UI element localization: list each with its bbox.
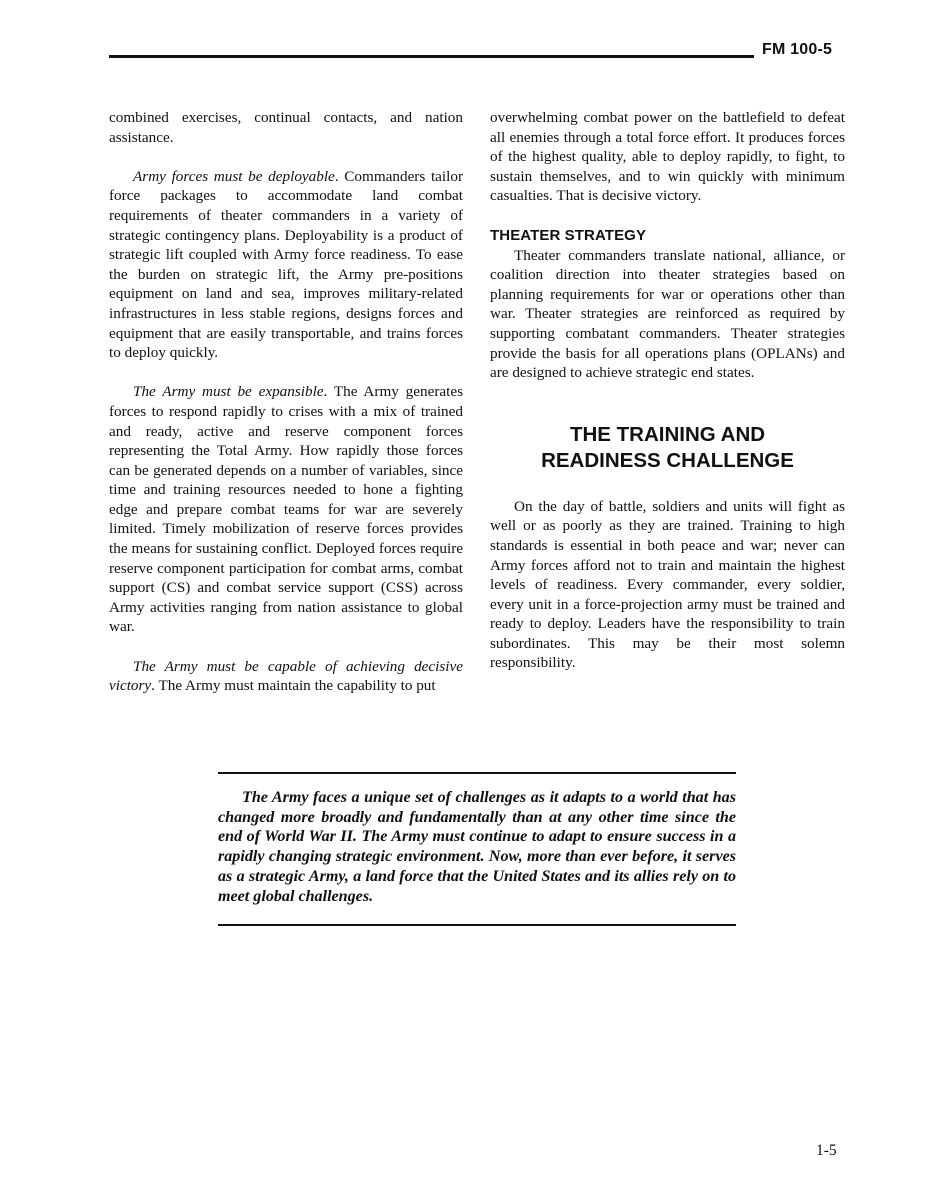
paragraph-body: . Commanders tailor force packages to accommodate land combat requirements of theater commanders in a variety of strategic contingency plans. Deployability is a product of strategic lift coupled with Army force readiness. To ease the burden on strategic lift, the Army pre-positions equipment on land and sea, improves military-related infrastructures in less stable regions, designs forces and equipment that are easily transportable, and trains forces to deploy quickly. <box>109 167 463 362</box>
paragraph-lead: Army forces must be deployable <box>133 167 335 185</box>
right-column <box>490 108 845 693</box>
section-heading <box>490 422 845 474</box>
paragraph-theater-strategy: Theater commanders translate national, alliance, or coalition direction into theater strategies based on planning requirements for war or operations other than war. Theater strategies are reinforced as required by supporting combatant commanders. Theater strategies provide the basis for all operations plans (OPLANs) and are designed to achieve strategic end states. <box>490 246 845 382</box>
paragraph-deployable <box>109 167 463 363</box>
paragraph-training: On the day of battle, soldiers and units will fight as well or as poorly as they are trained. Training to high standards is essential in both peace and war; never can Army forces afford not to train and maintain the highest levels of readiness. Every commander, every soldier, every unit in a force-projection army must be trained and ready to deploy. Leaders have the responsibility to train subordinates. This may be their most solemn responsibility. <box>490 497 845 672</box>
paragraph-expansible <box>109 382 463 637</box>
paragraph-body: . The Army must maintain the capability to put <box>151 677 436 695</box>
section-heading-line: READINESS CHALLENGE <box>541 448 794 472</box>
header-rule <box>109 55 754 58</box>
paragraph-body: . The Army generates forces to respond rapidly to crises with a mix of trained and ready, active and reserve component forces representing the Total Army. How rapidly those forces can be generated depends on a number of variables, since time and training resources needed to hone a fighting edge and prepare combat teams for war are severely limited. Timely mobilization of reserve forces provides the means for sustaining conflict. Deployed forces require reserve component participation for combat arms, combat support (CS) and combat service support (CSS) across Army activities ranging from nation assistance to global war. <box>109 383 463 636</box>
subheading-theater-strategy: THEATER STRATEGY <box>490 226 647 244</box>
left-column <box>109 108 463 715</box>
section-heading-line: THE TRAINING AND <box>569 422 766 446</box>
paragraph: overwhelming combat power on the battlefield to defeat all enemies through a total force effort. It produces forces of the highest quality, able to deploy rapidly, to fight, to sustain themselves, and to win quickly with minimum casualties. That is decisive victory. <box>490 109 845 205</box>
paragraph-lead: The Army must be capable of achieving decisive victory <box>109 657 463 695</box>
callout-box <box>218 772 736 926</box>
page-number: 1-5 <box>816 1142 837 1159</box>
paragraph-lead: The Army must be expansible <box>133 383 324 401</box>
callout-text: The Army faces a unique set of challenges as it adapts to a world that has changed more broadly and fundamentally than at any other time since the end of World War II. The Army must continue to adapt to ensure success in a rapidly changing strategic environment. Now, more than ever before, it serves as a strategic Army, a land force that the United States and its allies rely on to meet global challenges. <box>218 789 736 905</box>
document-id: FM 100-5 <box>762 41 833 58</box>
paragraph: combined exercises, continual contacts, and nation assistance. <box>109 109 463 146</box>
paragraph-decisive-victory <box>109 657 463 696</box>
